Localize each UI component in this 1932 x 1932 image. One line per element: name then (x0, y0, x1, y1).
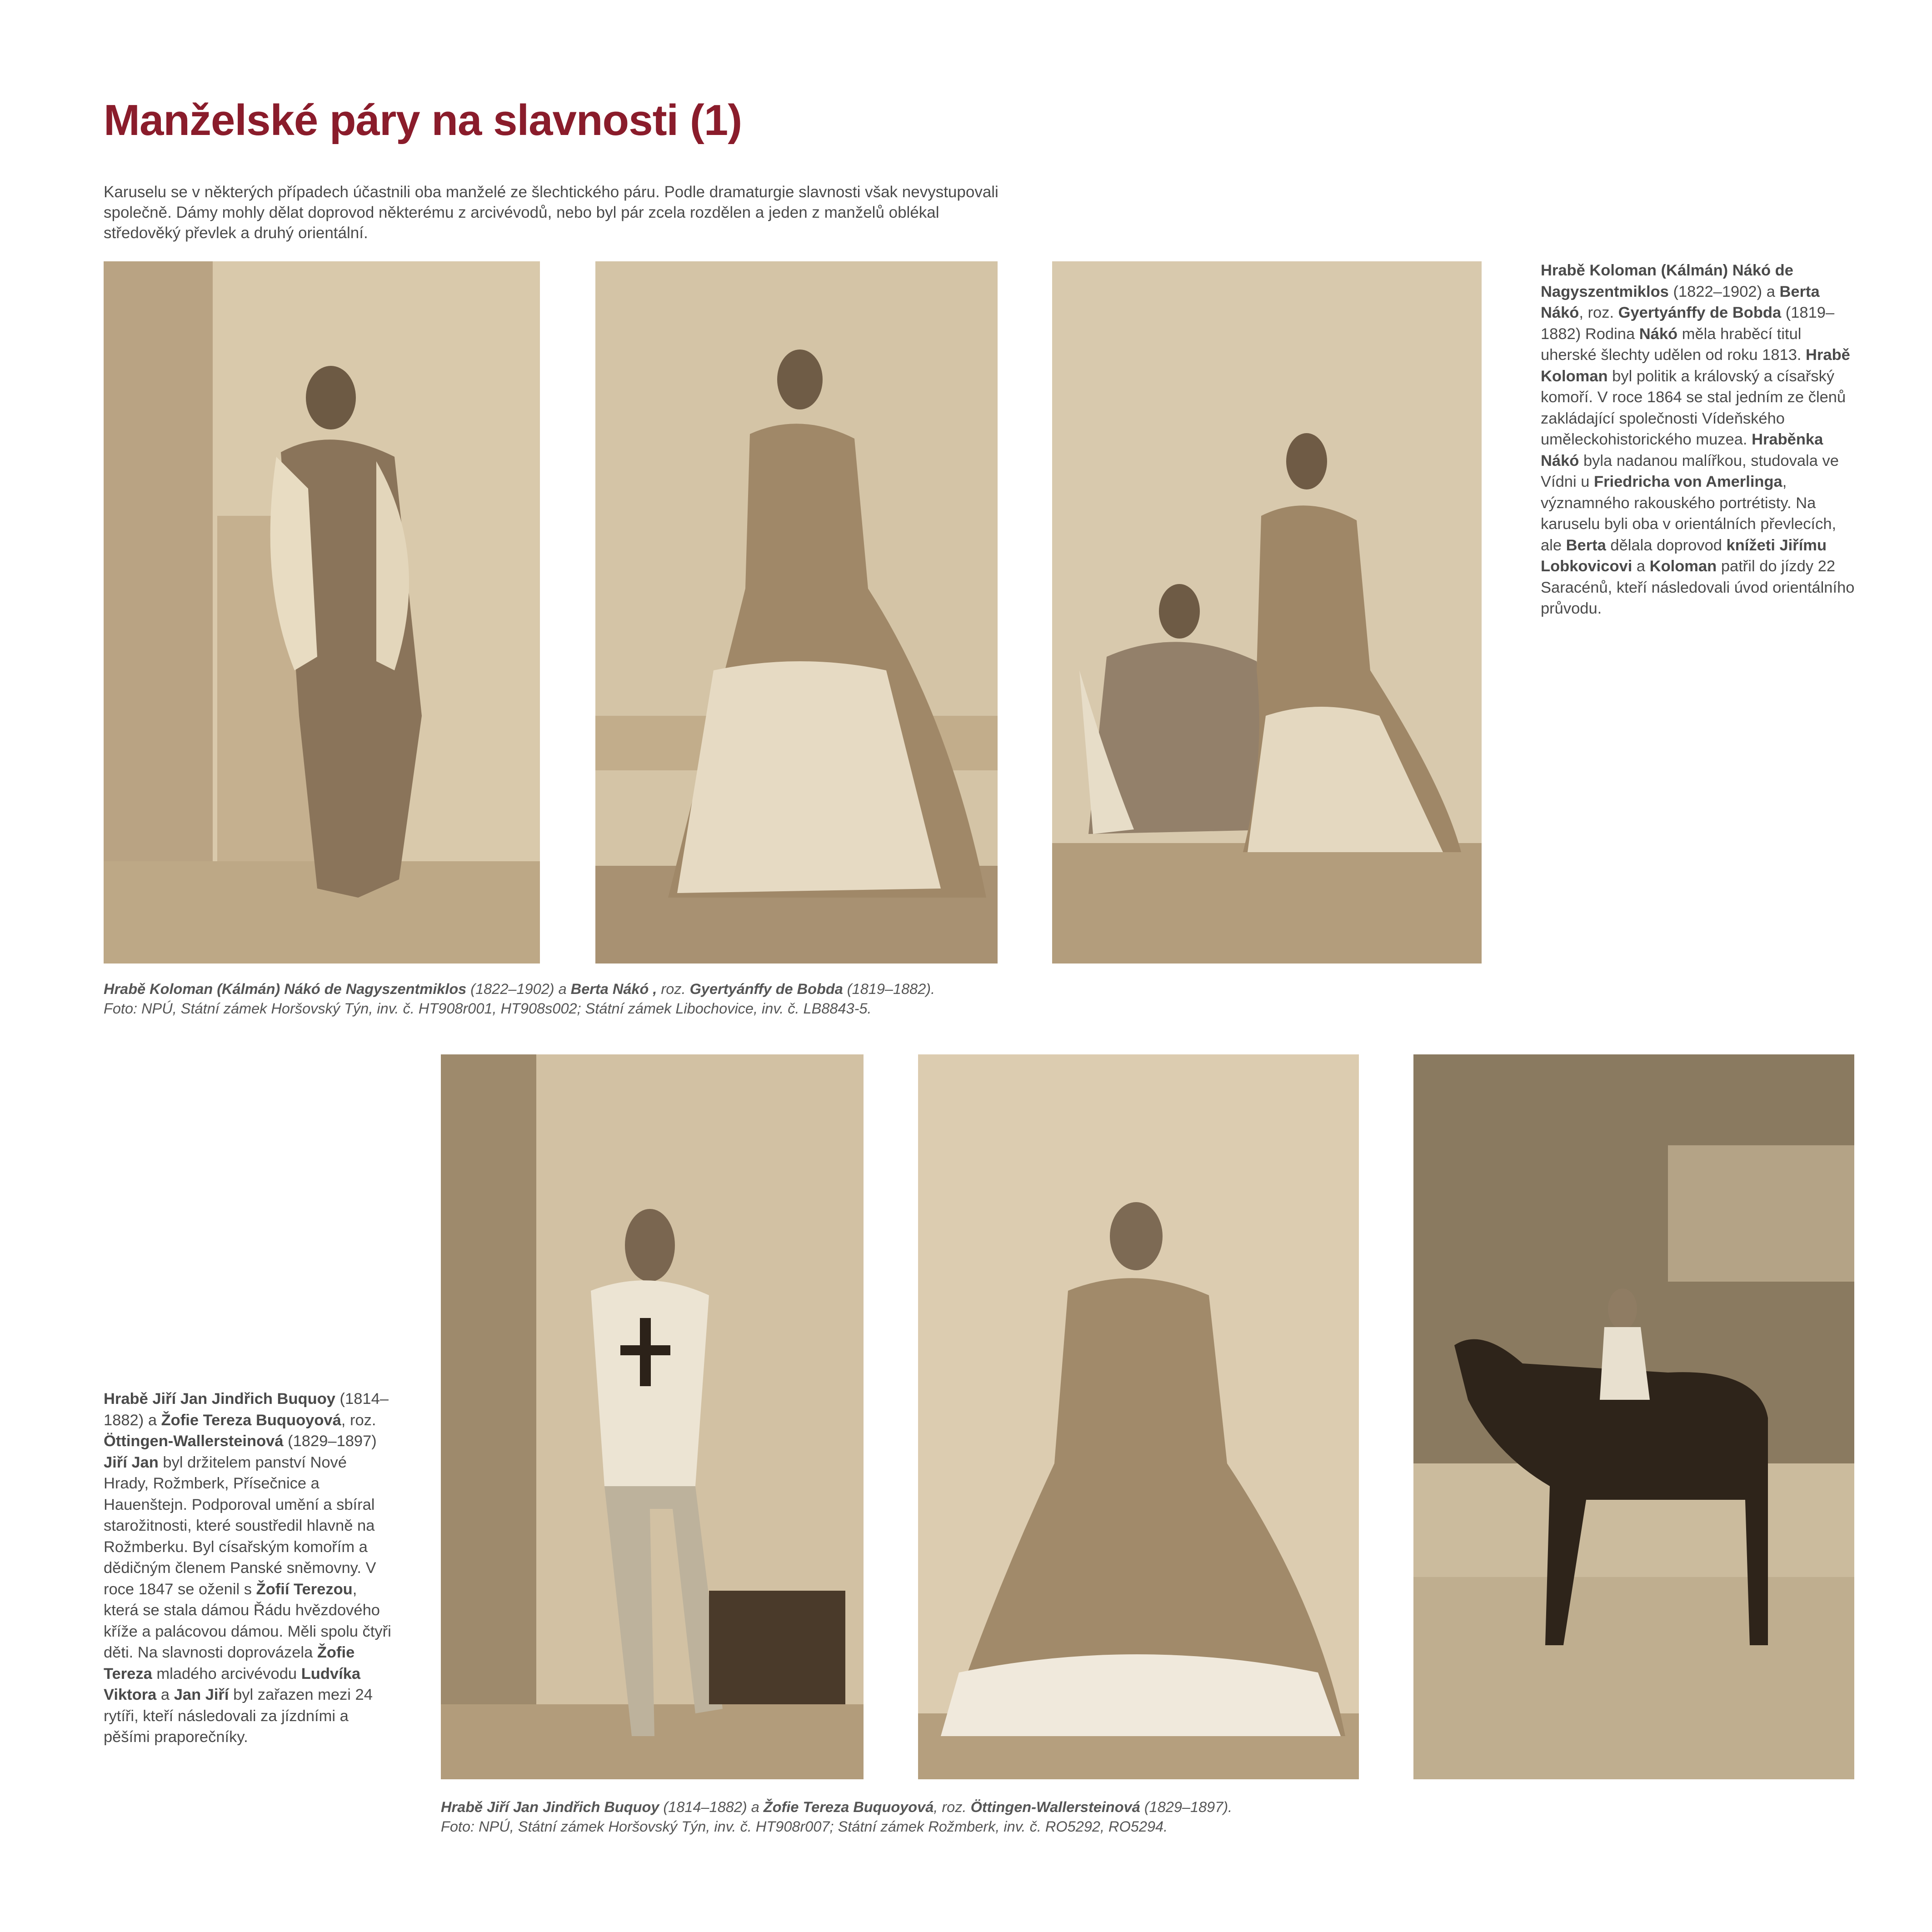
desc2-text: mladého arcivévodu (152, 1665, 301, 1682)
caption1-line1 (104, 979, 935, 999)
caption-couple2 (441, 1797, 1232, 1837)
couple1-description (1541, 260, 1861, 619)
desc1-text: dělala doprovod (1606, 536, 1727, 554)
caption2-line1 (441, 1797, 1232, 1817)
caption-couple1 (104, 979, 935, 1018)
desc1-bold: Friedricha von Amerlinga (1594, 473, 1782, 490)
photo-jiri-rytir (441, 1054, 864, 1779)
desc1-text: měla hraběcí titul uherské šlechty udělen od roku 1813. (1541, 325, 1806, 364)
desc1-text: , roz. (1579, 304, 1618, 321)
caption1-bold: Gyertyánffy de Bobda (689, 981, 843, 997)
caption1-text: (1822–1902) a (466, 981, 571, 997)
desc1-text: patřil do jízdy 22 Saracénů, kteří následovali úvod orientálního průvodu. (1541, 558, 1855, 617)
desc2-text: (1829–1897) (283, 1433, 377, 1450)
desc1-name-berta: Berta Nákó (1541, 283, 1820, 321)
desc2-text: , roz. (341, 1411, 376, 1429)
desc1-name-koloman: Hrabě Koloman (Kálmán) Nákó de Nagyszentmiklos (1541, 262, 1793, 300)
photo-par-nako (1052, 261, 1482, 964)
desc2-bold: Žofie Tereza (104, 1644, 355, 1682)
desc2-bold: Jan Jiří (174, 1686, 229, 1703)
caption2-bold: Hrabě Jiří Jan Jindřich Buquoy (441, 1799, 659, 1815)
caption2-text: (1814–1882) a (659, 1799, 764, 1815)
intro-text: Karuselu se v některých případech účastnili oba manželé ze šlechtického páru. Podle dramaturgie slavnosti však nevystupovali společně. Dámy mohly dělat doprovod některému z arcivévodů, nebo byl pár zcela rozdělen a jeden z manželů oblékal středověký převlek a druhý orientální. (104, 183, 998, 242)
desc2-bold: Ludvíka Viktora (104, 1665, 361, 1703)
page-title: Manželské páry na slavnosti (1) (104, 96, 742, 145)
desc1-text: byl politik a královský a císařský komoří. V roce 1864 se stal jedním ze členů zakládající společnosti Vídeňského uměleckohistorického muzea. (1541, 367, 1846, 448)
desc1-bold: Nákó (1639, 325, 1678, 343)
desc2-text: , která se stala dámou Řádu hvězdového kříže a palácovou dámou. Měli spolu čtyři děti. Na slavnosti doprovázela (104, 1580, 391, 1661)
desc1-text: (1819–1882) Rodina (1541, 304, 1835, 343)
photo-zofie-dama (918, 1054, 1359, 1779)
desc1-text: a (1632, 558, 1650, 575)
caption1-photo-credit: Foto: NPÚ, Státní zámek Horšovský Týn, inv. č. HT908r001, HT908s002; Státní zámek Libochovice, inv. č. LB8843-5. (104, 1000, 872, 1017)
caption2-bold: Öttingen-Wallersteinová (970, 1799, 1140, 1815)
desc1-bold: Berta (1566, 536, 1606, 554)
desc1-bold: Hraběnka Nákó (1541, 431, 1823, 469)
desc1-bold: knížeti Jiřímu Lobkovicovi (1541, 536, 1827, 575)
caption1-bold: Hrabě Koloman (Kálmán) Nákó de Nagyszentmiklos (104, 981, 467, 997)
desc2-name-zofie: Žofie Tereza Buquoyová (161, 1411, 341, 1429)
desc2-text: byl zařazen mezi 24 rytíři, kteří následovali za jízdními a pěšími praporečníky. (104, 1686, 373, 1746)
photo-berta-orientalni (595, 261, 998, 964)
desc2-bold: Jiří Jan (104, 1453, 159, 1471)
caption2-text: , roz. (934, 1799, 971, 1815)
desc2-text: byl držitelem panství Nové Hrady, Rožmberk, Přísečnice a Hauenštejn. Podporoval umění a sbíral starožitnosti, které soustředil hlavně na Rožmberku. Byl císařským komořím a dědičným členem Panské sněmovny. V roce 1847 se oženil s (104, 1453, 376, 1598)
caption2-bold: Žofie Tereza Buquoyová (763, 1799, 934, 1815)
desc2-bold: Žofií Terezou (256, 1580, 353, 1598)
photo-jezdec-na-koni (1413, 1054, 1854, 1779)
desc2-text: a (156, 1686, 174, 1703)
desc2-text: (1814–1882) a (104, 1390, 389, 1429)
desc1-bold: Koloman (1649, 558, 1717, 575)
desc1-text: (1822–1902) a (1668, 283, 1780, 300)
caption1-text: (1819–1882). (843, 981, 935, 997)
photo-koloman-orientalni (104, 261, 540, 964)
desc1-name-gyertyanffy: Gyertyánffy de Bobda (1618, 304, 1782, 321)
couple2-description (104, 1388, 394, 1748)
caption2-photo-credit: Foto: NPÚ, Státní zámek Horšovský Týn, inv. č. HT908r007; Státní zámek Rožmberk, inv. č. RO5292, RO5294. (441, 1818, 1168, 1835)
desc1-bold: Hrabě Koloman (1541, 346, 1850, 385)
caption2-text: (1829–1897). (1140, 1799, 1233, 1815)
desc2-name-jiri: Hrabě Jiří Jan Jindřich Buquoy (104, 1390, 335, 1408)
desc1-text: , významného rakouského portrétisty. Na karuselu byli oba v orientálních převlecích, ale (1541, 473, 1837, 554)
caption1-bold: Berta Nákó , (570, 981, 657, 997)
desc2-bold: Öttingen-Wallersteinová (104, 1433, 284, 1450)
desc1-text: byla nadanou malířkou, studovala ve Vídni u (1541, 452, 1839, 490)
caption1-text: roz. (657, 981, 690, 997)
